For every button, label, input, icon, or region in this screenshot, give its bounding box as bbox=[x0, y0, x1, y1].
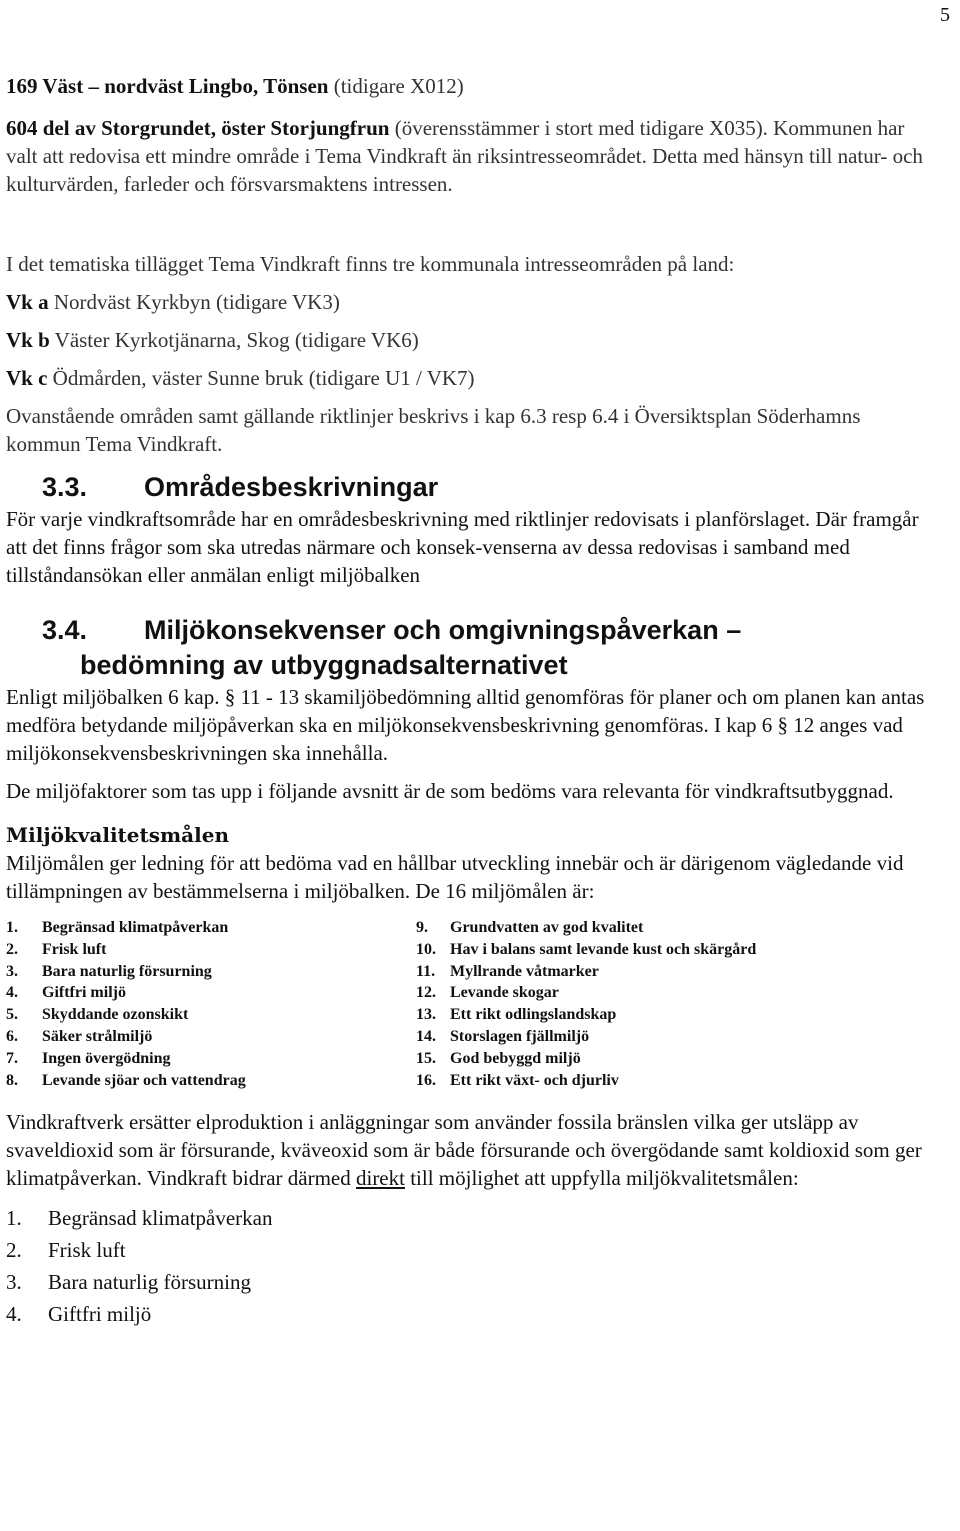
goal-number: 4. bbox=[6, 984, 18, 1002]
emphasis-direct: direkt bbox=[355, 1166, 405, 1190]
vk-code: Vk a bbox=[6, 290, 49, 314]
goal-text: Levande skogar bbox=[450, 984, 559, 1002]
goal-text: God bebyggd miljö bbox=[450, 1049, 581, 1067]
goal-number: 13. bbox=[416, 1006, 436, 1024]
goal-item bbox=[416, 1004, 916, 1026]
section-title-continued: bedömning av utbyggnadsalternativet bbox=[80, 650, 568, 680]
goal-item bbox=[6, 917, 406, 939]
list-text: Bara naturlig försurning bbox=[48, 1270, 251, 1294]
goal-number: 2. bbox=[6, 940, 18, 958]
goal-number: 16. bbox=[416, 1071, 436, 1089]
goal-item bbox=[416, 1070, 916, 1092]
section-number: 3.3. bbox=[42, 472, 88, 502]
list-text: Giftfri miljö bbox=[48, 1302, 152, 1326]
vk-note: Ovanstående områden samt gällande riktlinjer beskrivs i kap 6.3 resp 6.4 i Översiktsplan Söderhamns kommun Tema Vindkraft. bbox=[6, 404, 861, 456]
goal-item bbox=[416, 917, 916, 939]
goal-text: Giftfri miljö bbox=[42, 984, 126, 1002]
goal-number: 12. bbox=[416, 984, 436, 1002]
section-3-3-heading bbox=[6, 470, 926, 505]
goal-text: Hav i balans samt levande kust och skärgård bbox=[450, 940, 757, 958]
goal-text: Ingen övergödning bbox=[42, 1049, 171, 1067]
list-number: 4. bbox=[6, 1302, 22, 1326]
section-3-4-paragraph: De miljöfaktorer som tas upp i följande avsnitt är de som bedöms vara relevanta för vindkraftsutbyggnad. bbox=[6, 779, 894, 803]
area-169-heading bbox=[6, 72, 926, 100]
goal-item bbox=[416, 1048, 916, 1070]
goal-text: Frisk luft bbox=[42, 940, 107, 958]
list-number: 1. bbox=[6, 1206, 22, 1230]
goal-item bbox=[416, 939, 916, 961]
list-item bbox=[6, 1298, 926, 1330]
area-169-suffix: (tidigare X012) bbox=[328, 74, 464, 98]
goal-item bbox=[416, 1026, 916, 1048]
goal-item bbox=[6, 1026, 406, 1048]
goal-item bbox=[416, 961, 916, 983]
list-number: 3. bbox=[6, 1270, 22, 1294]
vk-intro: I det tematiska tillägget Tema Vindkraft finns tre kommunala intresseområden på land: bbox=[6, 252, 735, 276]
vk-area-c bbox=[6, 364, 926, 392]
goal-text: Grundvatten av god kvalitet bbox=[450, 919, 644, 936]
goal-text: Myllrande våtmarker bbox=[450, 962, 599, 980]
area-604-text: (överensstämmer i stort med tidigare X035). Kommunen har valt att redovisa ett mindre område i Tema Vindkraft än riksintresseområdet. Detta med hänsyn till natur- och kulturvärden, farleder och försvarsmaktens intressen. bbox=[6, 116, 923, 196]
vk-area-b bbox=[6, 326, 926, 354]
goal-text: Storslagen fjällmiljö bbox=[450, 1027, 590, 1045]
goal-number: 8. bbox=[6, 1071, 18, 1089]
numbered-goals-list bbox=[6, 1202, 926, 1330]
section-3-4-heading bbox=[6, 613, 926, 683]
goal-number: 1. bbox=[6, 919, 18, 936]
goal-item bbox=[416, 982, 916, 1004]
goal-number: 5. bbox=[6, 1006, 18, 1024]
vk-code: Vk b bbox=[6, 328, 50, 352]
section-title: Miljökonsekvenser och omgivningspåverkan – bbox=[144, 615, 742, 645]
goal-item bbox=[6, 961, 406, 983]
section-number: 3.4. bbox=[42, 615, 88, 645]
goal-number: 9. bbox=[416, 919, 428, 936]
goal-number: 7. bbox=[6, 1049, 18, 1067]
closing-text: till möjlighet att uppfylla miljökvalitetsmålen: bbox=[404, 1166, 799, 1190]
goal-number: 3. bbox=[6, 962, 18, 980]
goal-number: 6. bbox=[6, 1027, 18, 1045]
area-604-paragraph bbox=[6, 114, 926, 198]
goals-column-right bbox=[416, 917, 916, 1091]
goal-item bbox=[6, 1070, 406, 1092]
list-item bbox=[6, 1202, 926, 1234]
goal-text: Begränsad klimatpåverkan bbox=[42, 919, 229, 936]
vk-text: Ödmården, väster Sunne bruk (tidigare U1 / VK7) bbox=[47, 366, 475, 390]
goal-item bbox=[6, 982, 406, 1004]
section-3-3-text: För varje vindkraftsområde har en områdesbeskrivning med riktlinjer redovisats i planförslaget. Där framgår att det finns frågor som ska utredas närmare och konsek-venserna av dessa redovisas i samband med tillståndansökan eller anmälan enligt miljöbalken bbox=[6, 507, 919, 587]
list-text: Frisk luft bbox=[48, 1238, 126, 1262]
vk-text: Väster Kyrkotjänarna, Skog (tidigare VK6) bbox=[49, 328, 419, 352]
goal-text: Ett rikt odlingslandskap bbox=[450, 1006, 617, 1024]
list-text: Begränsad klimatpåverkan bbox=[48, 1206, 273, 1230]
goal-text: Levande sjöar och vattendrag bbox=[42, 1071, 246, 1089]
list-item bbox=[6, 1266, 926, 1298]
document-body bbox=[6, 72, 926, 1330]
page-number: 5 bbox=[940, 4, 950, 26]
closing-text: Vindkraftverk ersätter elproduktion i anläggningar som använder fossila bränslen vilka ger utsläpp av svaveldioxid som är försurande, kväveoxid som är både försurande och övergödande samt koldioxid som ger klimatpåverkan. Vindkraft bidrar därmed bbox=[6, 1110, 922, 1190]
area-169-title: 169 Väst – nordväst Lingbo, Tönsen bbox=[6, 74, 329, 98]
goal-text: Bara naturlig försurning bbox=[42, 962, 212, 980]
vk-code: Vk c bbox=[6, 366, 48, 390]
goal-number: 14. bbox=[416, 1027, 436, 1045]
goals-column-left bbox=[6, 917, 406, 1091]
goal-text: Skyddande ozonskikt bbox=[42, 1006, 189, 1024]
goals-heading: Miljökvalitetsmålen bbox=[6, 823, 229, 847]
list-item bbox=[6, 1234, 926, 1266]
goal-item bbox=[6, 1048, 406, 1070]
goal-number: 15. bbox=[416, 1049, 436, 1067]
goal-text: Säker strålmiljö bbox=[42, 1027, 153, 1045]
goals-list bbox=[6, 917, 926, 1092]
section-title: Områdesbeskrivningar bbox=[144, 472, 439, 502]
vk-text: Nordväst Kyrkbyn (tidigare VK3) bbox=[48, 290, 340, 314]
vk-area-a bbox=[6, 288, 926, 316]
goal-text: Ett rikt växt- och djurliv bbox=[450, 1071, 619, 1089]
goal-number: 11. bbox=[416, 962, 436, 980]
closing-paragraph bbox=[6, 1108, 926, 1192]
goal-item bbox=[6, 939, 406, 961]
goal-number: 10. bbox=[416, 940, 436, 958]
list-number: 2. bbox=[6, 1238, 22, 1262]
goals-intro: Miljömålen ger ledning för att bedöma vad en hållbar utveckling innebär och är därigenom vägledande vid tillämpningen av bestämmelserna i miljöbalken. De 16 miljömålen är: bbox=[6, 851, 904, 903]
section-3-4-paragraph: Enligt miljöbalken 6 kap. § 11 - 13 skamiljöbedömning alltid genomföras för planer och om planen kan antas medföra betydande miljöpåverkan ska en miljökonsekvensbeskrivning genomföras. I kap 6 § 12 anges vad miljökonsekvensbeskrivningen ska innehålla. bbox=[6, 685, 925, 765]
goal-item bbox=[6, 1004, 406, 1026]
area-604-title: 604 del av Storgrundet, öster Storjungfrun bbox=[6, 116, 390, 140]
